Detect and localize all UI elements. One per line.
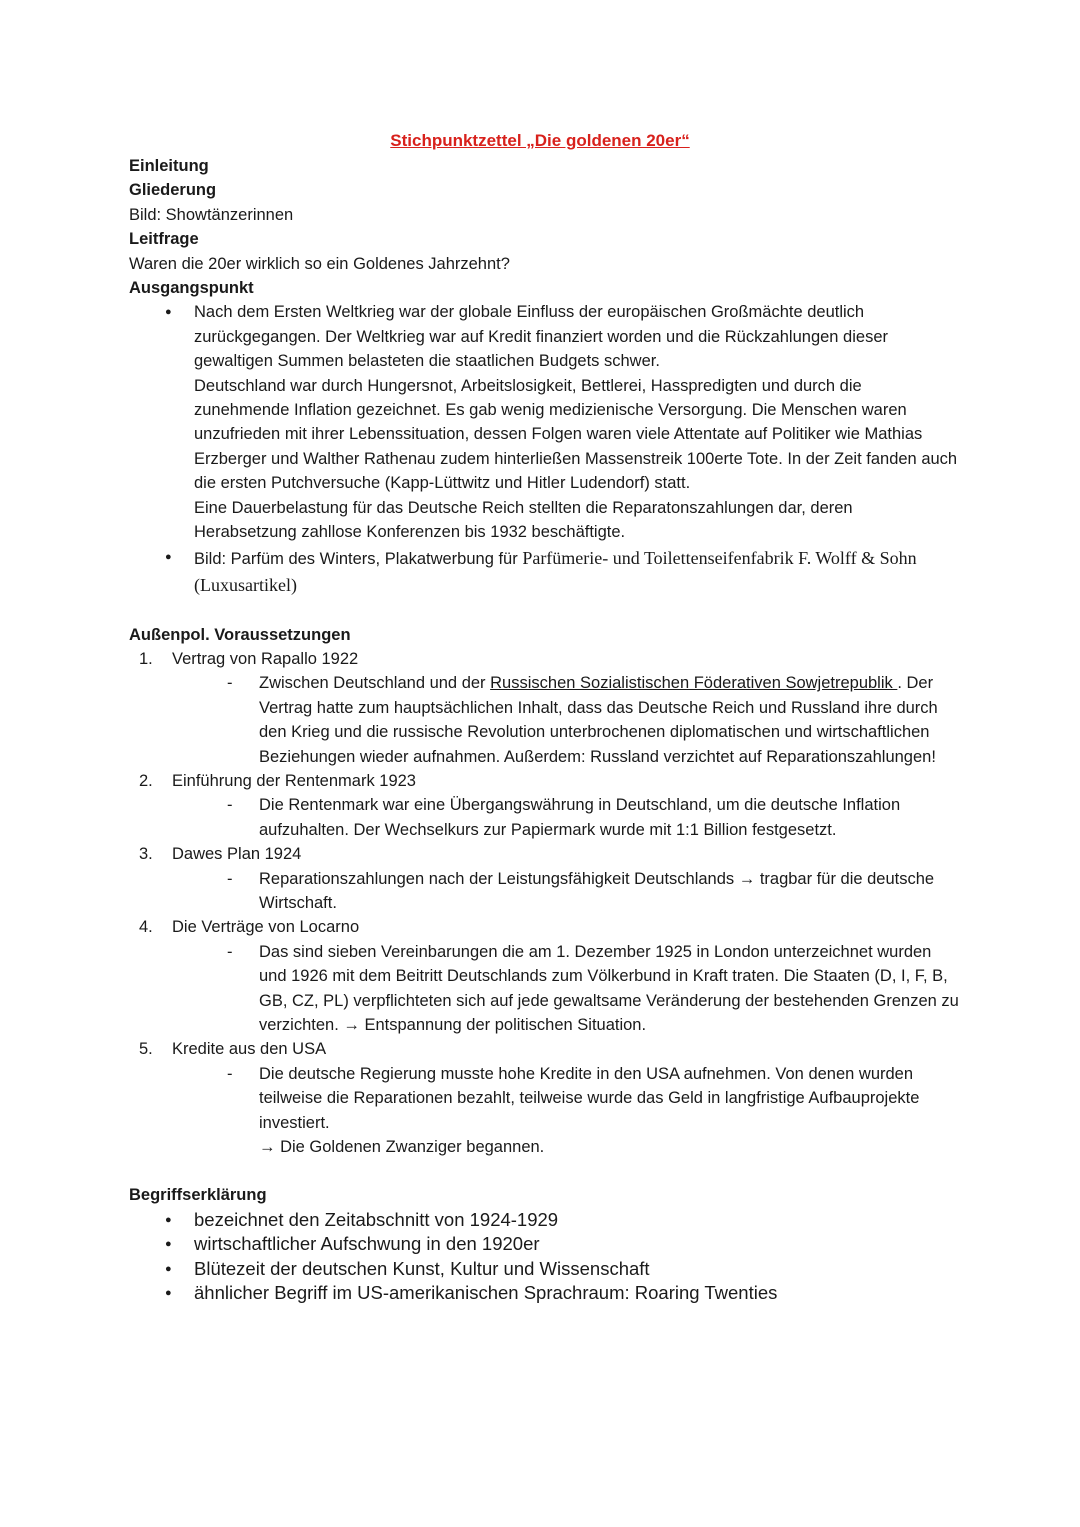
list-item: ● wirtschaftlicher Aufschwung in den 1920er xyxy=(129,1232,959,1257)
list-item: ● ähnlicher Begriff im US-amerikanischen Sprachraum: Roaring Twenties xyxy=(129,1281,959,1306)
item-text-pre: Zwischen Deutschland und der xyxy=(259,674,491,693)
heading-gliederung: Gliederung xyxy=(129,181,217,200)
luxusartikel-note: (Luxusartikel) xyxy=(194,574,297,595)
item-title: Einführung der Rentenmark 1923 xyxy=(172,771,416,790)
item-title: Vertrag von Rapallo 1922 xyxy=(172,649,359,668)
list-item xyxy=(129,769,959,793)
fabrik-name: Parfümerie- und Toilettenseifenfabrik F. Wolff & Sohn xyxy=(522,547,917,568)
list-item xyxy=(129,647,959,671)
list-item xyxy=(129,915,959,939)
item-title: Dawes Plan 1924 xyxy=(172,845,302,864)
item-text: Die Rentenmark war eine Übergangswährung in Deutschland, um die deutsche Inflation aufzuhalten. Der Wechselkurs zur Papiermark wurde mit 1:1 Billion festgesetzt. xyxy=(259,796,901,839)
list-item xyxy=(129,300,959,544)
list-item: - Das sind sieben Vereinbarungen die am 1. Dezember 1925 in London unterzeichnet wurden und 1926 mit dem Beitritt Deutschlands zum Völkerbund in Kraft traten. Die Staaten (D, I, F, B, GB, CZ, PL) verpflichteten sich auf jede gewaltsame Veränderung der bestehenden Grenzen zu verzichten. → Entspannung der politischen Situation. xyxy=(227,942,959,1034)
heading-ausgangspunkt: Ausgangspunkt xyxy=(129,279,254,298)
item-text: Das sind sieben Vereinbarungen die am 1. Dezember 1925 in London unterzeichnet wurden und 1926 mit dem Beitritt Deutschlands zum Völkerbund in Kraft traten. Die Staaten (D, I, F, B, GB, CZ, PL) verpflichteten sich auf jede gewaltsame Veränderung der bestehenden Grenzen zu verzichten. → Entspannung der politischen Situation. xyxy=(259,942,959,1034)
begriff-list xyxy=(129,1208,959,1306)
heading-leitfrage: Leitfrage xyxy=(129,230,199,249)
list-item xyxy=(129,545,959,599)
ausgangspunkt-list xyxy=(129,300,959,598)
ausgangspunkt-paragraph-3: Eine Dauerbelastung für das Deutsche Reich stellten die Reparatonszahlungen dar, deren Herabsetzung zahllose Konferenzen bis 1932 beschäftigte. xyxy=(194,498,853,542)
list-item xyxy=(129,1037,959,1061)
list-item: - Zwischen Deutschland und der Russischen Sozialistischen Föderativen Sowjetrepublik . Der Vertrag hatte zum hauptsächlichen Inhalt, dass das Deutsche Reich und Russland ihre durch den Krieg und die russische Revolution unterbrochenen diplomatischen und wirtschaftlichen Beziehungen wieder aufnahmen. Außerdem: Russland verzichtet auf Reparationszahlungen! xyxy=(227,674,938,766)
document-body xyxy=(129,154,959,1306)
list-item: ● bezeichnet den Zeitabschnitt von 1924-1929 xyxy=(129,1208,959,1233)
list-item xyxy=(129,842,959,866)
item-text: Reparationszahlungen nach der Leistungsfähigkeit Deutschlands → tragbar für die deutsche Wirtschaft. xyxy=(259,869,935,912)
list-item: - Die deutsche Regierung musste hohe Kredite in den USA aufnehmen. Von denen wurden teilweise die Reparationen bezahlt, teilweise wurde das Geld in langfristige Aufbauprojekte investiert. → Die Goldenen Zwanziger begannen. xyxy=(129,1062,959,1160)
rsfsr-link[interactable]: Russischen Sozialistischen Föderativen Sowjetrepublik xyxy=(490,674,898,693)
item-number: 3. xyxy=(139,845,153,864)
ausgangspunkt-paragraph-1: ● Nach dem Ersten Weltkrieg war der globale Einfluss der europäischen Großmächte deutlich zurückgegangen. Der Weltkrieg war auf Kredit finanziert worden und die Rückzahlungen dieser gewaltigen Summen belasteten die staatlichen Budgets schwer. xyxy=(194,303,888,371)
bild-showtaenzerinnen: Bild: Showtänzerinnen xyxy=(129,205,294,224)
list-item: ● Blütezeit der deutschen Kunst, Kultur und Wissenschaft xyxy=(129,1257,959,1282)
item-title: Die Verträge von Locarno xyxy=(172,918,360,937)
ausgangspunkt-paragraph-2: Deutschland war durch Hungersnot, Arbeitslosigkeit, Bettlerei, Hasspredigten und durch die zunehmende Inflation gezeichnet. Es gab wenig medizienische Versorgung. Die Menschen waren unzufrieden mit ihrer Lebenssituation, dessen Folgen waren viele Attentate auf Politiker wie Mathias Erzberger und Walther Rathenau zudem hinterließen Massenstreik 100erte Tote. In der Zeit fanden auch die ersten Putchversuche (Kapp-Lüttwitz und Hitler Ludendorf) statt. xyxy=(194,376,958,493)
list-item: - Reparationszahlungen nach der Leistungsfähigkeit Deutschlands → tragbar für die deutsche Wirtschaft. xyxy=(227,869,935,912)
item-text: Die deutsche Regierung musste hohe Kredite in den USA aufnehmen. Von denen wurden teilweise die Reparationen bezahlt, teilweise wurde das Geld in langfristige Aufbauprojekte investiert. xyxy=(259,1064,920,1132)
item-text-post: . Der Vertrag hatte zum hauptsächlichen Inhalt, dass das Deutsche Reich und Russland ihre durch den Krieg und die russische Revolution unterbrochenen diplomatischen und wirtschaftlichen Beziehungen wieder aufnahmen. Außerdem: Russland verzichtet auf Reparationszahlungen! xyxy=(259,674,938,766)
item-number: 2. xyxy=(139,771,153,790)
heading-begriffserklaerung: Begriffserklärung xyxy=(129,1186,267,1205)
heading-aussenpol: Außenpol. Voraussetzungen xyxy=(129,625,351,644)
leitfrage-text: Waren die 20er wirklich so ein Goldenes Jahrzehnt? xyxy=(129,254,510,273)
bild-parfuem-text: Bild: Parfüm des Winters, Plakatwerbung für xyxy=(194,549,523,568)
heading-einleitung: Einleitung xyxy=(129,157,209,175)
item-title: Kredite aus den USA xyxy=(172,1040,327,1059)
list-item: - Die Rentenmark war eine Übergangswährung in Deutschland, um die deutsche Inflation aufzuhalten. Der Wechselkurs zur Papiermark wurde mit 1:1 Billion festgesetzt. xyxy=(227,796,901,839)
page-title: Stichpunktzettel „Die goldenen 20er“ xyxy=(390,131,690,150)
item-conclusion: → Die Goldenen Zwanziger begannen. xyxy=(259,1138,545,1157)
item-number: 1. xyxy=(139,649,153,668)
item-number: 4. xyxy=(139,918,153,937)
item-number: 5. xyxy=(139,1040,153,1059)
